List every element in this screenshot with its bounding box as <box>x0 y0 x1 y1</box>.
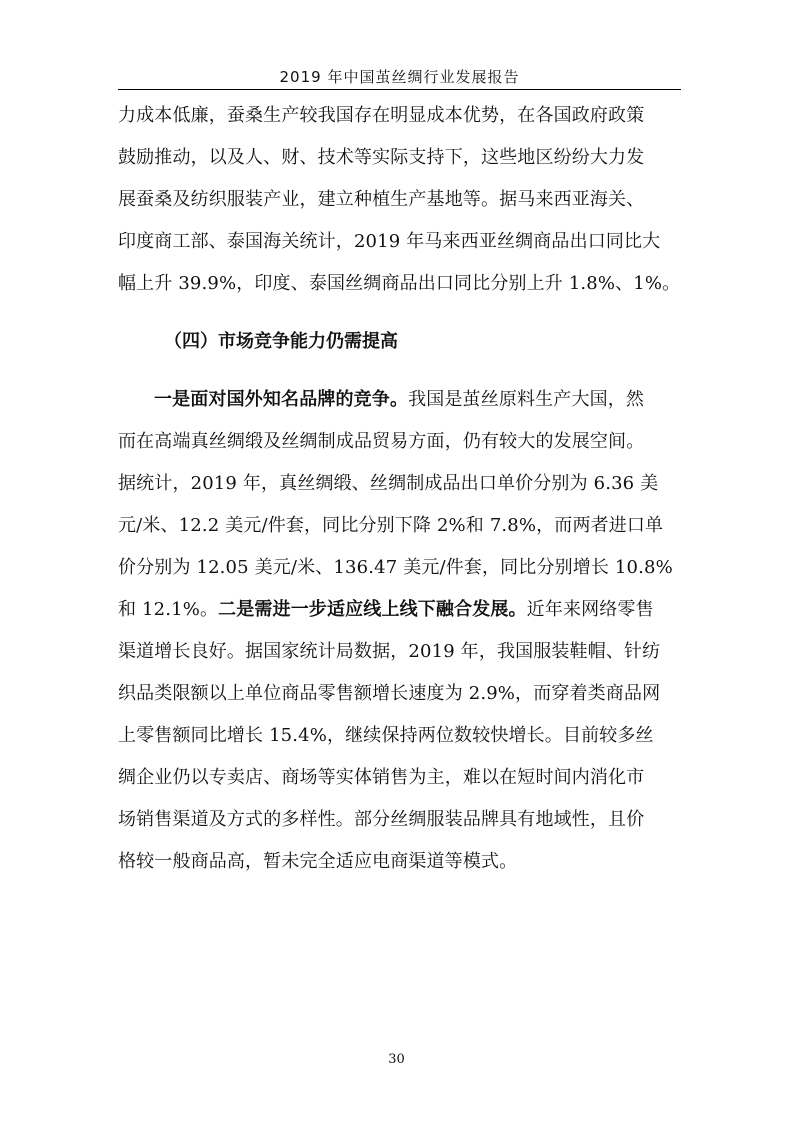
paragraph-line: 印度商工部、泰国海关统计，2019 年马来西亚丝绸商品出口同比大 <box>118 231 661 252</box>
text-run: 近年来网络零售 <box>526 599 654 620</box>
section-heading: （四）市场竞争能力仍需提高 <box>164 331 398 352</box>
paragraph-line: 格较一般商品高，暂未完全适应电商渠道等模式。 <box>118 851 518 872</box>
page-body <box>118 95 681 883</box>
page-number: 30 <box>388 1052 405 1067</box>
paragraph-line: 展蚕桑及纺织服装产业，建立种植生产基地等。据马来西亚海关、 <box>118 189 645 210</box>
paragraph-line: 而在高端真丝绸缎及丝绸制成品贸易方面，仍有较大的发展空间。 <box>118 431 645 452</box>
paragraph-line: 绸企业仍以专卖店、商场等实体销售为主，难以在短时间内消化市 <box>118 767 645 788</box>
paragraph-line: 渠道增长良好。据国家统计局数据，2019 年，我国服装鞋帽、针纺 <box>118 641 661 662</box>
paragraph-line: 织品类限额以上单位商品零售额增长速度为 2.9%，而穿着类商品网 <box>118 683 661 704</box>
paragraph-line: 价分别为 12.05 美元/米、136.47 美元/件套，同比分别增长 10.8% <box>118 557 673 578</box>
bold-lead-1: 一是面对国外知名品牌的竞争。 <box>154 389 409 410</box>
bold-lead-2: 二是需进一步适应线上线下融合发展。 <box>218 599 527 620</box>
paragraph-line: 据统计，2019 年，真丝绸缎、丝绸制成品出口单价分别为 6.36 美 <box>118 473 659 494</box>
paragraph-line: 力成本低廉，蚕桑生产较我国存在明显成本优势，在各国政府政策 <box>118 105 645 126</box>
text-run: 我国是茧丝原料生产大国，然 <box>408 389 645 410</box>
running-header: 2019 年中国茧丝绸行业发展报告 <box>279 68 520 86</box>
paragraph-line: 场销售渠道及方式的多样性。部分丝绸服装品牌具有地域性，且价 <box>118 809 645 830</box>
paragraph-line: 幅上升 39.9%，印度、泰国丝绸商品出口同比分别上升 1.8%、1%。 <box>118 273 681 294</box>
paragraph-line <box>118 589 681 631</box>
header-rule <box>118 89 681 90</box>
text-run: 和 12.1%。 <box>118 599 219 620</box>
paragraph-line: 上零售额同比增长 15.4%，继续保持两位数较快增长。目前较多丝 <box>118 725 654 746</box>
paragraph-line: 元/米、12.2 美元/件套，同比分别下降 2%和 7.8%，而两者进口单 <box>118 515 664 536</box>
paragraph-line: 鼓励推动，以及人、财、技术等实际支持下，这些地区纷纷大力发 <box>118 147 645 168</box>
paragraph-line <box>118 379 681 421</box>
